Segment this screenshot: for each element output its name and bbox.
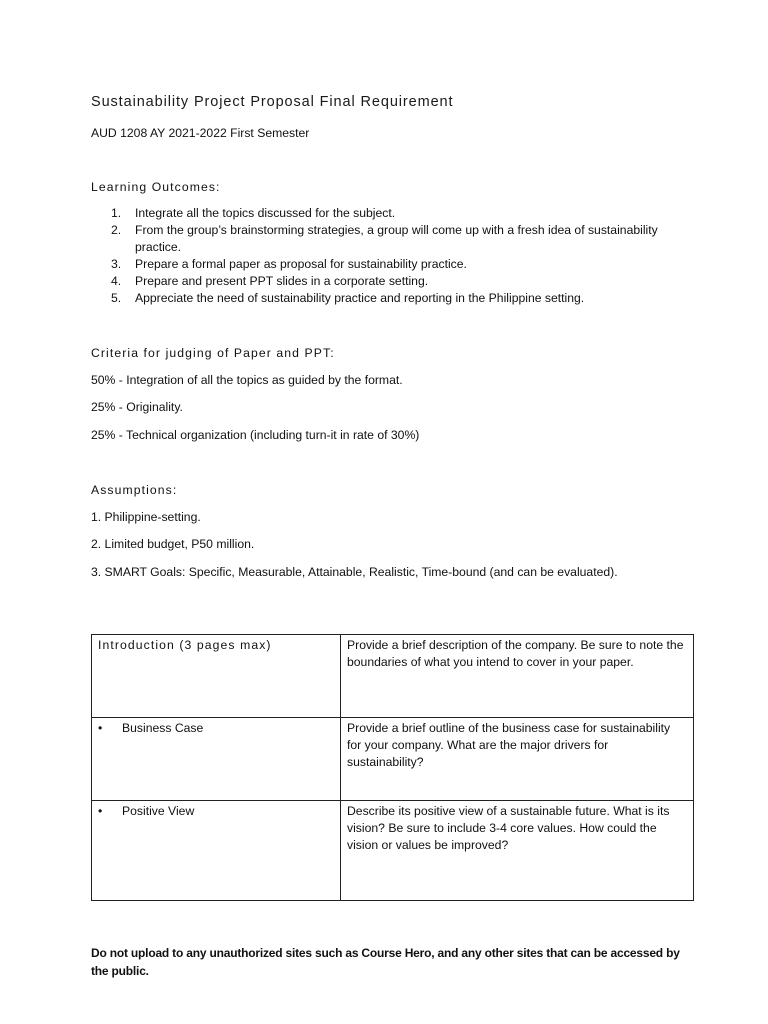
table-row — [92, 801, 694, 901]
section-cell — [92, 635, 341, 718]
list-item: 3. Prepare a formal paper as proposal for sustainability practice. — [111, 257, 467, 271]
assumption-item: 3. SMART Goals: Specific, Measurable, Attainable, Realistic, Time-bound (and can be evaluated). — [91, 565, 618, 579]
description-cell: Provide a brief description of the company. Be sure to note the boundaries of what you intend to cover in your paper. — [341, 635, 694, 718]
criteria-item: 25% - Technical organization (including turn-it in rate of 30%) — [91, 428, 420, 442]
learning-outcomes-list — [111, 205, 695, 307]
list-item: 2. From the group’s brainstorming strategies, a group will come up with a fresh idea of sustainability practice. — [111, 223, 658, 254]
list-item: 1. Integrate all the topics discussed for the subject. — [111, 206, 396, 220]
criteria-heading: Criteria for judging of Paper and PPT: — [91, 346, 335, 360]
assumptions-heading: Assumptions: — [91, 483, 178, 497]
section-label: Positive View — [122, 804, 195, 818]
requirements-table — [91, 634, 694, 901]
table-row — [92, 718, 694, 801]
document-title: Sustainability Project Proposal Final Requirement — [91, 94, 454, 110]
section-cell — [92, 718, 341, 801]
course-subtitle: AUD 1208 AY 2021-2022 First Semester — [91, 126, 310, 140]
list-item: 5. Appreciate the need of sustainability practice and reporting in the Philippine setting. — [111, 291, 585, 305]
section-label: Business Case — [122, 721, 204, 735]
list-item: 4. Prepare and present PPT slides in a corporate setting. — [111, 274, 429, 288]
table-row — [92, 635, 694, 718]
section-label: Introduction (3 pages max) — [98, 638, 272, 652]
bullet-icon: • — [98, 721, 103, 735]
criteria-item: 50% - Integration of all the topics as guided by the format. — [91, 373, 403, 387]
bullet-icon: • — [98, 804, 103, 818]
assumption-item: 1. Philippine-setting. — [91, 510, 201, 524]
description-cell: Describe its positive view of a sustainable future. What is its vision? Be sure to include 3-4 core values. How could the vision or values be improved? — [341, 801, 694, 901]
assumption-item: 2. Limited budget, P50 million. — [91, 537, 255, 551]
criteria-item: 25% - Originality. — [91, 400, 183, 414]
learning-outcomes-heading: Learning Outcomes: — [91, 180, 221, 194]
section-cell — [92, 801, 341, 901]
upload-warning: Do not upload to any unauthorized sites such as Course Hero, and any other sites that can be accessed by the public. — [91, 946, 680, 978]
description-cell: Provide a brief outline of the business case for sustainability for your company. What are the major drivers for sustainability? — [341, 718, 694, 801]
